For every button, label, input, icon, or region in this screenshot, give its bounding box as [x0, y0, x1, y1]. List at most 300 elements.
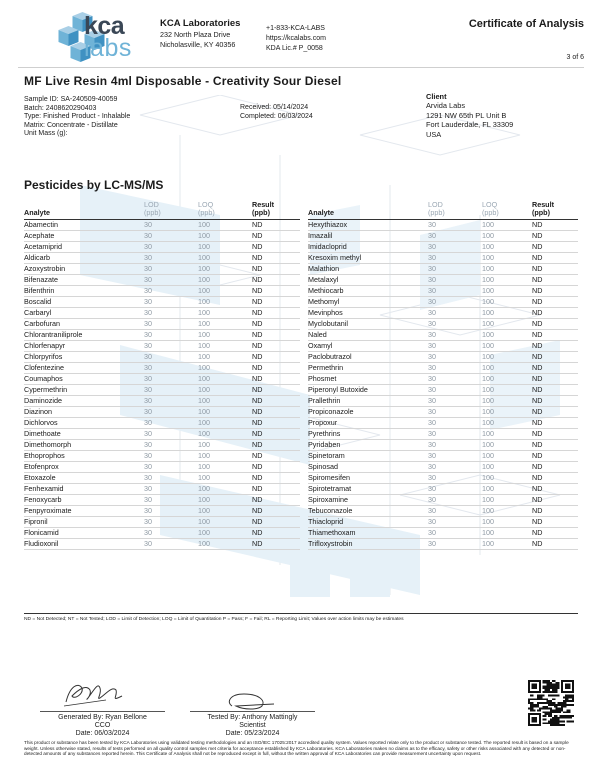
header-loq — [482, 198, 532, 219]
disclaimer-text: This product or substance has been tested by KCA Laboratories using validated testing methodologies and an ISO/IEC 17025:2017 accredited quality system. Values reported relate only to the product or substance tested. The reported result is based on a sample weight. Unless otherwise stated, results of tests performed on all quality control samples met criteria for acceptance established by KCA Laboratories. KCA Laboratories makes no claims as to the efficacy, safety or other risks associated with any detected or non-detected amounts of any substances reported herein. This Certificate of Analysis shall not be reproduced except in full, without the written approval of KCA Laboratories can provide measurement uncertainty upon request. — [24, 740, 569, 757]
loq-cell: 100 — [482, 340, 532, 351]
analyte-cell: Propiconazole — [308, 406, 428, 417]
client-heading: Client — [426, 92, 447, 101]
generated-by-title: CCO — [94, 722, 111, 729]
lod-cell: 30 — [428, 384, 482, 395]
lod-cell: 30 — [144, 296, 198, 307]
loq-cell: 100 — [198, 439, 252, 450]
generated-date: Date: 06/03/2024 — [75, 730, 130, 737]
result-cell: ND — [532, 428, 578, 439]
analyte-cell: Methomyl — [308, 296, 428, 307]
header-result-label: Result — [252, 200, 274, 210]
tested-date: Date: 05/23/2024 — [225, 730, 280, 737]
analyte-cell: Spinetoram — [308, 450, 428, 461]
document-title: Certificate of Analysis — [468, 18, 584, 30]
analyte-cell: Flonicamid — [24, 527, 144, 538]
lod-cell: 30 — [144, 373, 198, 384]
loq-cell: 100 — [198, 230, 252, 241]
table-row — [308, 241, 578, 252]
analyte-cell: Imazalil — [308, 230, 428, 241]
header-result — [252, 198, 300, 219]
analyte-cell: Malathion — [308, 263, 428, 274]
loq-cell: 100 — [198, 362, 252, 373]
table-row — [308, 527, 578, 538]
table-header-row — [308, 198, 578, 219]
client-street: 1291 NW 65th PL Unit B — [426, 110, 507, 120]
lod-cell: 30 — [144, 340, 198, 351]
batch-number: Batch: 2408620290403 — [24, 104, 97, 112]
analyte-cell: Carbaryl — [24, 307, 144, 318]
table-row — [24, 296, 300, 307]
unit-mass: Unit Mass (g): — [24, 130, 68, 138]
lod-cell: 30 — [428, 428, 482, 439]
result-cell: ND — [532, 219, 578, 230]
company-website[interactable]: https://kcalabs.com — [266, 35, 326, 42]
header-analyte: Analyte — [24, 198, 144, 219]
lod-cell: 30 — [428, 450, 482, 461]
loq-cell: 100 — [482, 373, 532, 384]
table-row — [308, 351, 578, 362]
lod-cell: 30 — [428, 373, 482, 384]
lod-cell: 30 — [428, 241, 482, 252]
signature-anthony-mattingly-icon — [222, 690, 282, 712]
analyte-cell: Thiamethoxam — [308, 527, 428, 538]
analyte-cell: Kresoxim methyl — [308, 252, 428, 263]
result-cell: ND — [532, 263, 578, 274]
loq-cell: 100 — [198, 494, 252, 505]
header-lod-label: LOD — [428, 200, 443, 210]
client-city: Fort Lauderdale, FL 33309 — [426, 120, 514, 130]
loq-cell: 100 — [198, 406, 252, 417]
analyte-cell: Ethoprophos — [24, 450, 144, 461]
loq-cell: 100 — [482, 241, 532, 252]
loq-cell: 100 — [482, 439, 532, 450]
logo-text-labs: labs — [84, 34, 132, 62]
analyte-cell: Tebuconazole — [308, 505, 428, 516]
analyte-cell: Phosmet — [308, 373, 428, 384]
result-cell: ND — [532, 527, 578, 538]
loq-cell: 100 — [482, 406, 532, 417]
table-row — [308, 274, 578, 285]
signature-block-right — [180, 714, 325, 738]
completed-date: Completed: 06/03/2024 — [240, 112, 313, 120]
lod-cell: 30 — [144, 505, 198, 516]
lod-cell: 30 — [144, 527, 198, 538]
result-cell: ND — [532, 516, 578, 527]
table-row — [308, 373, 578, 384]
tested-by-title: Scientist — [239, 722, 266, 729]
qr-code-icon[interactable] — [528, 680, 574, 726]
lod-cell: 30 — [144, 516, 198, 527]
analyte-cell: Pyrethrins — [308, 428, 428, 439]
lod-cell: 30 — [144, 538, 198, 549]
analyte-cell: Etofenprox — [24, 461, 144, 472]
lod-cell: 30 — [428, 505, 482, 516]
loq-cell: 100 — [482, 219, 532, 230]
loq-cell: 100 — [198, 274, 252, 285]
lod-cell: 30 — [428, 351, 482, 362]
generated-by: Generated By: Ryan Bellone — [58, 714, 147, 721]
table-row — [308, 362, 578, 373]
header-analyte: Analyte — [308, 198, 428, 219]
company-address-line1: 232 North Plaza Drive — [160, 30, 231, 39]
loq-cell: 100 — [198, 329, 252, 340]
analyte-cell: Methiocarb — [308, 285, 428, 296]
analyte-cell: Abamectin — [24, 219, 144, 230]
result-cell: ND — [532, 384, 578, 395]
result-cell: ND — [532, 362, 578, 373]
result-cell: ND — [252, 494, 300, 505]
table-row — [308, 538, 578, 549]
loq-cell: 100 — [482, 263, 532, 274]
lod-cell: 30 — [144, 307, 198, 318]
table-row — [24, 450, 300, 461]
table-row — [308, 428, 578, 439]
loq-cell: 100 — [198, 483, 252, 494]
lod-cell: 30 — [144, 329, 198, 340]
lod-cell: 30 — [428, 395, 482, 406]
result-cell: ND — [252, 263, 300, 274]
header-lod-label: LOD — [144, 200, 159, 210]
table-row — [24, 505, 300, 516]
analyte-cell: Spirotetramat — [308, 483, 428, 494]
result-cell: ND — [532, 461, 578, 472]
contact-block — [266, 24, 326, 54]
result-cell: ND — [252, 461, 300, 472]
analyte-cell: Prallethrin — [308, 395, 428, 406]
loq-cell: 100 — [198, 373, 252, 384]
analyte-cell: Spiromesifen — [308, 472, 428, 483]
result-cell: ND — [532, 340, 578, 351]
table-row — [308, 318, 578, 329]
result-cell: ND — [532, 505, 578, 516]
lod-cell: 30 — [428, 274, 482, 285]
result-cell: ND — [252, 307, 300, 318]
analyte-cell: Fenhexamid — [24, 483, 144, 494]
table-row — [24, 307, 300, 318]
lod-cell: 30 — [428, 439, 482, 450]
loq-cell: 100 — [198, 219, 252, 230]
result-cell: ND — [532, 450, 578, 461]
loq-cell: 100 — [198, 538, 252, 549]
analyte-cell: Piperonyl Butoxide — [308, 384, 428, 395]
analyte-cell: Permethrin — [308, 362, 428, 373]
lod-cell: 30 — [428, 307, 482, 318]
result-cell: ND — [532, 318, 578, 329]
result-cell: ND — [532, 285, 578, 296]
analyte-cell: Clofentezine — [24, 362, 144, 373]
result-cell: ND — [252, 417, 300, 428]
table-row — [308, 219, 578, 230]
table-row — [24, 494, 300, 505]
analyte-cell: Fenpyroximate — [24, 505, 144, 516]
analyte-cell: Chlorpyrifos — [24, 351, 144, 362]
analyte-cell: Azoxystrobin — [24, 263, 144, 274]
product-title: MF Live Resin 4ml Disposable - Creativity Sour Diesel — [24, 74, 342, 88]
lod-cell: 30 — [144, 351, 198, 362]
lod-cell: 30 — [144, 494, 198, 505]
result-cell: ND — [252, 318, 300, 329]
analyte-cell: Naled — [308, 329, 428, 340]
result-cell: ND — [252, 395, 300, 406]
analyte-cell: Mevinphos — [308, 307, 428, 318]
table-row — [24, 538, 300, 549]
lod-cell: 30 — [144, 318, 198, 329]
abbreviation-legend: ND = Not Detected; NT = Not Tested; LOD = Limit of Detection; LOQ = Limit of Quantitation P = Pass; F = Fail; RL = Reporting Limit; Values over action limits may be estimates — [24, 617, 404, 622]
lod-cell: 30 — [144, 252, 198, 263]
section-title: Pesticides by LC-MS/MS — [24, 178, 164, 192]
loq-cell: 100 — [482, 395, 532, 406]
lod-cell: 30 — [144, 406, 198, 417]
loq-cell: 100 — [198, 285, 252, 296]
result-cell: ND — [252, 219, 300, 230]
loq-cell: 100 — [482, 505, 532, 516]
table-row — [24, 274, 300, 285]
loq-cell: 100 — [198, 340, 252, 351]
table-row — [308, 417, 578, 428]
lod-cell: 30 — [144, 428, 198, 439]
result-cell: ND — [532, 373, 578, 384]
lod-cell: 30 — [428, 230, 482, 241]
lod-cell: 30 — [428, 219, 482, 230]
table-row — [24, 318, 300, 329]
table-row — [24, 263, 300, 274]
table-row — [24, 516, 300, 527]
analyte-cell: Dimethomorph — [24, 439, 144, 450]
table-row — [24, 219, 300, 230]
loq-cell: 100 — [482, 285, 532, 296]
analyte-cell: Aldicarb — [24, 252, 144, 263]
analyte-cell: Diazinon — [24, 406, 144, 417]
loq-cell: 100 — [482, 351, 532, 362]
company-license: KDA Lic.# P_0058 — [266, 45, 323, 52]
loq-cell: 100 — [482, 527, 532, 538]
table-row — [308, 406, 578, 417]
table-row — [24, 362, 300, 373]
analyte-cell: Fludioxonil — [24, 538, 144, 549]
analyte-cell: Coumaphos — [24, 373, 144, 384]
table-row — [308, 395, 578, 406]
signature-ryan-bellone-icon — [60, 676, 130, 710]
result-cell: ND — [252, 384, 300, 395]
lod-cell: 30 — [144, 219, 198, 230]
header-result-unit: (ppb) — [252, 207, 270, 217]
loq-cell: 100 — [482, 307, 532, 318]
result-cell: ND — [252, 472, 300, 483]
loq-cell: 100 — [198, 505, 252, 516]
loq-cell: 100 — [482, 450, 532, 461]
table-row — [308, 505, 578, 516]
analyte-cell: Metalaxyl — [308, 274, 428, 285]
result-cell: ND — [252, 406, 300, 417]
logo-text-kca: kca — [84, 12, 125, 40]
lod-cell: 30 — [144, 230, 198, 241]
lod-cell: 30 — [144, 472, 198, 483]
lod-cell: 30 — [428, 318, 482, 329]
result-cell: ND — [252, 450, 300, 461]
result-cell: ND — [252, 351, 300, 362]
analyte-cell: Daminozide — [24, 395, 144, 406]
analyte-cell: Paclobutrazol — [308, 351, 428, 362]
sample-info — [24, 96, 130, 139]
loq-cell: 100 — [198, 307, 252, 318]
loq-cell: 100 — [482, 329, 532, 340]
table-row — [24, 230, 300, 241]
table-row — [308, 483, 578, 494]
analyte-cell: Fenoxycarb — [24, 494, 144, 505]
table-row — [308, 494, 578, 505]
loq-cell: 100 — [198, 516, 252, 527]
table-row — [24, 252, 300, 263]
loq-cell: 100 — [482, 494, 532, 505]
loq-cell: 100 — [482, 461, 532, 472]
result-cell: ND — [252, 439, 300, 450]
lod-cell: 30 — [144, 439, 198, 450]
header-result-label: Result — [532, 200, 554, 210]
table-row — [308, 461, 578, 472]
header-result-unit: (ppb) — [532, 207, 550, 217]
result-cell: ND — [252, 538, 300, 549]
header-loq-unit: (ppb) — [482, 207, 499, 217]
lod-cell: 30 — [428, 263, 482, 274]
analyte-cell: Spinosad — [308, 461, 428, 472]
loq-cell: 100 — [482, 318, 532, 329]
signature-line-left — [40, 711, 165, 712]
company-block — [160, 18, 240, 50]
table-row — [308, 252, 578, 263]
table-row — [308, 340, 578, 351]
header-lod-unit: (ppb) — [428, 207, 445, 217]
loq-cell: 100 — [482, 296, 532, 307]
result-cell: ND — [532, 538, 578, 549]
header-loq-label: LOQ — [198, 200, 214, 210]
loq-cell: 100 — [198, 384, 252, 395]
analyte-cell: Imidacloprid — [308, 241, 428, 252]
lod-cell: 30 — [428, 472, 482, 483]
table-row — [308, 230, 578, 241]
loq-cell: 100 — [198, 450, 252, 461]
analyte-cell: Propoxur — [308, 417, 428, 428]
lod-cell: 30 — [428, 329, 482, 340]
lod-cell: 30 — [144, 263, 198, 274]
table-row — [24, 406, 300, 417]
table-row — [24, 241, 300, 252]
client-info — [426, 92, 513, 139]
header-loq — [198, 198, 252, 219]
loq-cell: 100 — [198, 351, 252, 362]
lod-cell: 30 — [144, 461, 198, 472]
header-lod — [428, 198, 482, 219]
pesticides-table-left — [24, 198, 300, 550]
loq-cell: 100 — [198, 296, 252, 307]
lod-cell: 30 — [428, 296, 482, 307]
lod-cell: 30 — [428, 483, 482, 494]
lod-cell: 30 — [144, 417, 198, 428]
result-cell: ND — [252, 329, 300, 340]
lod-cell: 30 — [428, 406, 482, 417]
loq-cell: 100 — [198, 527, 252, 538]
table-header-row — [24, 198, 300, 219]
lod-cell: 30 — [428, 494, 482, 505]
analyte-cell: Dichlorvos — [24, 417, 144, 428]
result-cell: ND — [532, 439, 578, 450]
result-cell: ND — [532, 395, 578, 406]
lod-cell: 30 — [144, 362, 198, 373]
client-country: USA — [426, 129, 442, 139]
analyte-cell: Acetamiprid — [24, 241, 144, 252]
analyte-cell: Thiacloprid — [308, 516, 428, 527]
result-cell: ND — [532, 274, 578, 285]
result-cell: ND — [532, 472, 578, 483]
loq-cell: 100 — [482, 516, 532, 527]
table-row — [24, 472, 300, 483]
loq-cell: 100 — [482, 428, 532, 439]
result-cell: ND — [252, 296, 300, 307]
loq-cell: 100 — [198, 252, 252, 263]
company-name: KCA Laboratories — [160, 18, 241, 29]
result-cell: ND — [532, 329, 578, 340]
result-cell: ND — [252, 285, 300, 296]
analyte-cell: Chlorfenapyr — [24, 340, 144, 351]
loq-cell: 100 — [482, 252, 532, 263]
analyte-cell: Bifenthrin — [24, 285, 144, 296]
table-row — [308, 307, 578, 318]
result-cell: ND — [252, 241, 300, 252]
result-cell: ND — [252, 274, 300, 285]
analyte-cell: Hexythiazox — [308, 219, 428, 230]
analyte-cell: Oxamyl — [308, 340, 428, 351]
table-row — [308, 516, 578, 527]
analyte-cell: Carbofuran — [24, 318, 144, 329]
analyte-cell: Acephate — [24, 230, 144, 241]
loq-cell: 100 — [198, 428, 252, 439]
analyte-cell: Cypermethrin — [24, 384, 144, 395]
lod-cell: 30 — [144, 241, 198, 252]
client-name: Arvida Labs — [426, 101, 466, 111]
table-bottom-divider — [24, 613, 578, 614]
table-row — [24, 340, 300, 351]
sample-type: Type: Finished Product - Inhalable — [24, 113, 131, 121]
loq-cell: 100 — [482, 417, 532, 428]
result-cell: ND — [252, 373, 300, 384]
header-loq-unit: (ppb) — [198, 207, 215, 217]
lod-cell: 30 — [428, 362, 482, 373]
signature-block-left — [30, 714, 175, 738]
analyte-cell: Fipronil — [24, 516, 144, 527]
table-row — [24, 439, 300, 450]
table-row — [24, 285, 300, 296]
table-row — [24, 417, 300, 428]
table-row — [24, 428, 300, 439]
analyte-cell: Dimethoate — [24, 428, 144, 439]
loq-cell: 100 — [482, 230, 532, 241]
loq-cell: 100 — [198, 417, 252, 428]
table-row — [24, 329, 300, 340]
table-row — [308, 472, 578, 483]
analyte-cell: Chlorantraniliprole — [24, 329, 144, 340]
signature-line-right — [190, 711, 315, 712]
table-row — [24, 384, 300, 395]
analyte-cell: Boscalid — [24, 296, 144, 307]
result-cell: ND — [532, 230, 578, 241]
table-row — [24, 395, 300, 406]
table-row — [308, 329, 578, 340]
result-cell: ND — [252, 483, 300, 494]
result-cell: ND — [532, 351, 578, 362]
analyte-cell: Trifloxystrobin — [308, 538, 428, 549]
analyte-cell: Myclobutanil — [308, 318, 428, 329]
loq-cell: 100 — [482, 274, 532, 285]
